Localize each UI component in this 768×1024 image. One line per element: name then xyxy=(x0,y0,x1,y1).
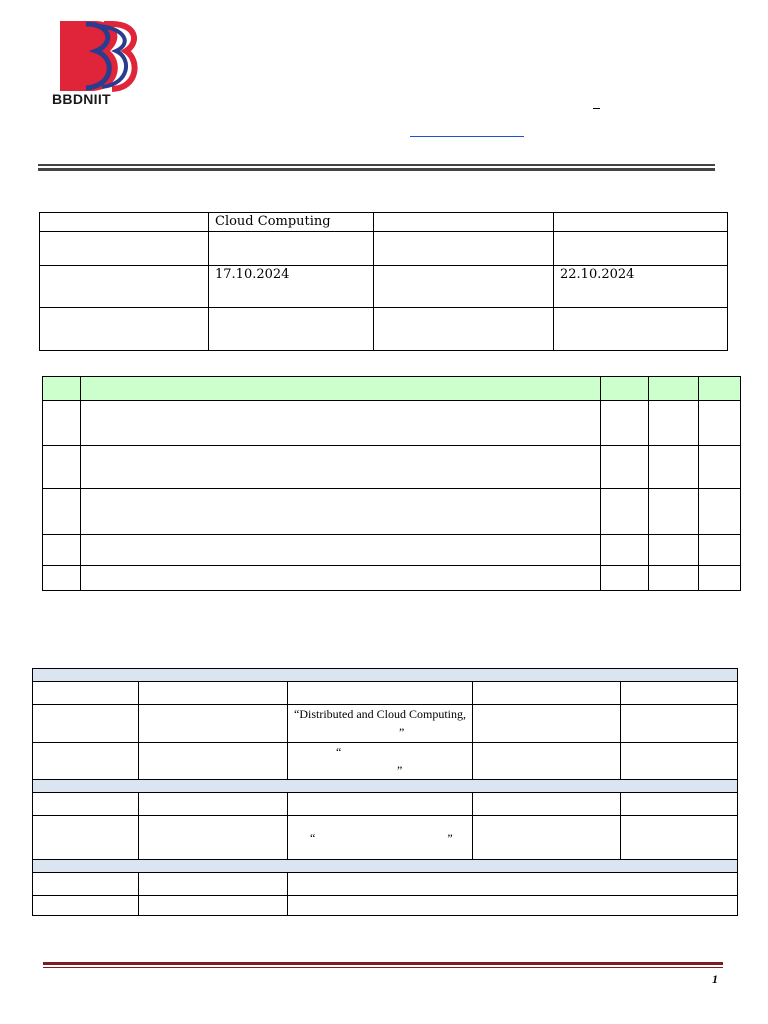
table-cell xyxy=(288,682,473,705)
table-cell xyxy=(33,780,738,793)
table-cell xyxy=(209,308,374,351)
table-cell xyxy=(554,213,728,232)
table-cell xyxy=(33,669,738,682)
header-dash xyxy=(593,108,600,109)
book-title-open-quote: “ xyxy=(336,745,342,759)
table-cell xyxy=(33,816,139,860)
table-cell xyxy=(699,566,741,591)
table-cell xyxy=(43,401,81,446)
table-cell xyxy=(621,816,738,860)
table-cell xyxy=(139,743,288,780)
table-cell xyxy=(81,446,601,489)
table-cell xyxy=(33,896,139,916)
table-cell xyxy=(554,232,728,266)
course-name-cell: Cloud Computing xyxy=(209,213,374,232)
table-cell xyxy=(374,308,554,351)
table-cell xyxy=(33,873,139,896)
section-band xyxy=(33,669,738,682)
table-cell xyxy=(601,489,649,535)
table-cell xyxy=(473,705,621,743)
logo-mark xyxy=(52,18,152,93)
end-date-cell: 22.10.2024 xyxy=(554,266,728,308)
book-title-close-quote: ” xyxy=(399,725,405,739)
header-rule-thick xyxy=(38,168,715,171)
table-header-cell xyxy=(649,377,699,401)
table-cell xyxy=(40,266,209,308)
table-cell xyxy=(139,793,288,816)
book-title-close-quote: ” xyxy=(397,763,403,777)
table-row xyxy=(43,446,741,489)
book-title-line: “Distributed and Cloud Computing, xyxy=(294,707,466,721)
table-row xyxy=(33,873,738,896)
bbdniit-logo xyxy=(52,18,152,110)
table-header-row xyxy=(43,377,741,401)
table-row xyxy=(43,401,741,446)
table-cell xyxy=(621,705,738,743)
book-title-quotes xyxy=(294,829,466,847)
table-row xyxy=(40,308,728,351)
table-cell xyxy=(621,682,738,705)
table-cell xyxy=(699,535,741,566)
header-link-underline xyxy=(410,136,524,137)
table-cell xyxy=(40,232,209,266)
table-cell xyxy=(43,489,81,535)
references-table xyxy=(32,668,738,916)
table-cell xyxy=(601,566,649,591)
table-cell xyxy=(81,566,601,591)
table-cell xyxy=(139,873,288,896)
table-row xyxy=(33,793,738,816)
table-cell xyxy=(621,743,738,780)
table-cell xyxy=(33,682,139,705)
table-cell xyxy=(33,743,139,780)
table-cell xyxy=(40,213,209,232)
table-row xyxy=(43,489,741,535)
table-cell xyxy=(33,860,738,873)
book-title-close-quote: ” xyxy=(447,830,453,845)
logo-text: BBDNIIT xyxy=(52,91,111,107)
course-details-table xyxy=(39,212,728,351)
table-cell xyxy=(473,793,621,816)
header-rule-thin xyxy=(38,164,715,166)
table-row xyxy=(43,535,741,566)
table-cell xyxy=(81,535,601,566)
table-cell xyxy=(699,489,741,535)
book-title-cell xyxy=(288,743,473,780)
table-row xyxy=(40,232,728,266)
table-cell xyxy=(473,816,621,860)
table-cell xyxy=(374,266,554,308)
table-header-cell xyxy=(43,377,81,401)
section-band xyxy=(33,860,738,873)
start-date-cell: 17.10.2024 xyxy=(209,266,374,308)
table-row xyxy=(40,213,728,232)
footer-rule-thin xyxy=(43,967,723,968)
table-cell xyxy=(288,793,473,816)
table-cell xyxy=(601,446,649,489)
book-title-cell xyxy=(288,816,473,860)
table-cell xyxy=(43,566,81,591)
table-cell xyxy=(81,489,601,535)
table-cell xyxy=(288,896,738,916)
table-row xyxy=(33,743,738,780)
table-cell xyxy=(43,446,81,489)
table-cell xyxy=(288,873,738,896)
table-row xyxy=(33,816,738,860)
table-cell xyxy=(374,232,554,266)
table-header-cell xyxy=(699,377,741,401)
table-cell xyxy=(139,816,288,860)
table-cell xyxy=(621,793,738,816)
section-band xyxy=(33,780,738,793)
table-cell xyxy=(649,446,699,489)
table-cell xyxy=(374,213,554,232)
table-row xyxy=(40,266,728,308)
table-cell xyxy=(209,232,374,266)
book-title-open-quote: “ xyxy=(310,830,316,845)
page-number: 1 xyxy=(712,972,718,986)
table-cell xyxy=(33,705,139,743)
table-cell xyxy=(139,896,288,916)
table-header-cell xyxy=(81,377,601,401)
book-title-cell xyxy=(288,705,473,743)
table-cell xyxy=(649,535,699,566)
table-cell xyxy=(81,401,601,446)
table-cell xyxy=(601,401,649,446)
table-cell xyxy=(43,535,81,566)
table-cell xyxy=(554,308,728,351)
table-cell xyxy=(601,535,649,566)
table-cell xyxy=(139,705,288,743)
table-cell xyxy=(40,308,209,351)
table-header-cell xyxy=(601,377,649,401)
table-row xyxy=(33,896,738,916)
table-cell xyxy=(649,401,699,446)
table-row xyxy=(33,682,738,705)
footer-rule-thick xyxy=(43,962,723,965)
questions-table xyxy=(42,376,741,591)
table-cell xyxy=(473,743,621,780)
table-cell xyxy=(649,489,699,535)
table-cell xyxy=(33,793,139,816)
table-row xyxy=(43,566,741,591)
table-cell xyxy=(139,682,288,705)
table-cell xyxy=(649,566,699,591)
table-cell xyxy=(699,401,741,446)
table-row xyxy=(33,705,738,743)
table-cell xyxy=(699,446,741,489)
table-cell xyxy=(473,682,621,705)
